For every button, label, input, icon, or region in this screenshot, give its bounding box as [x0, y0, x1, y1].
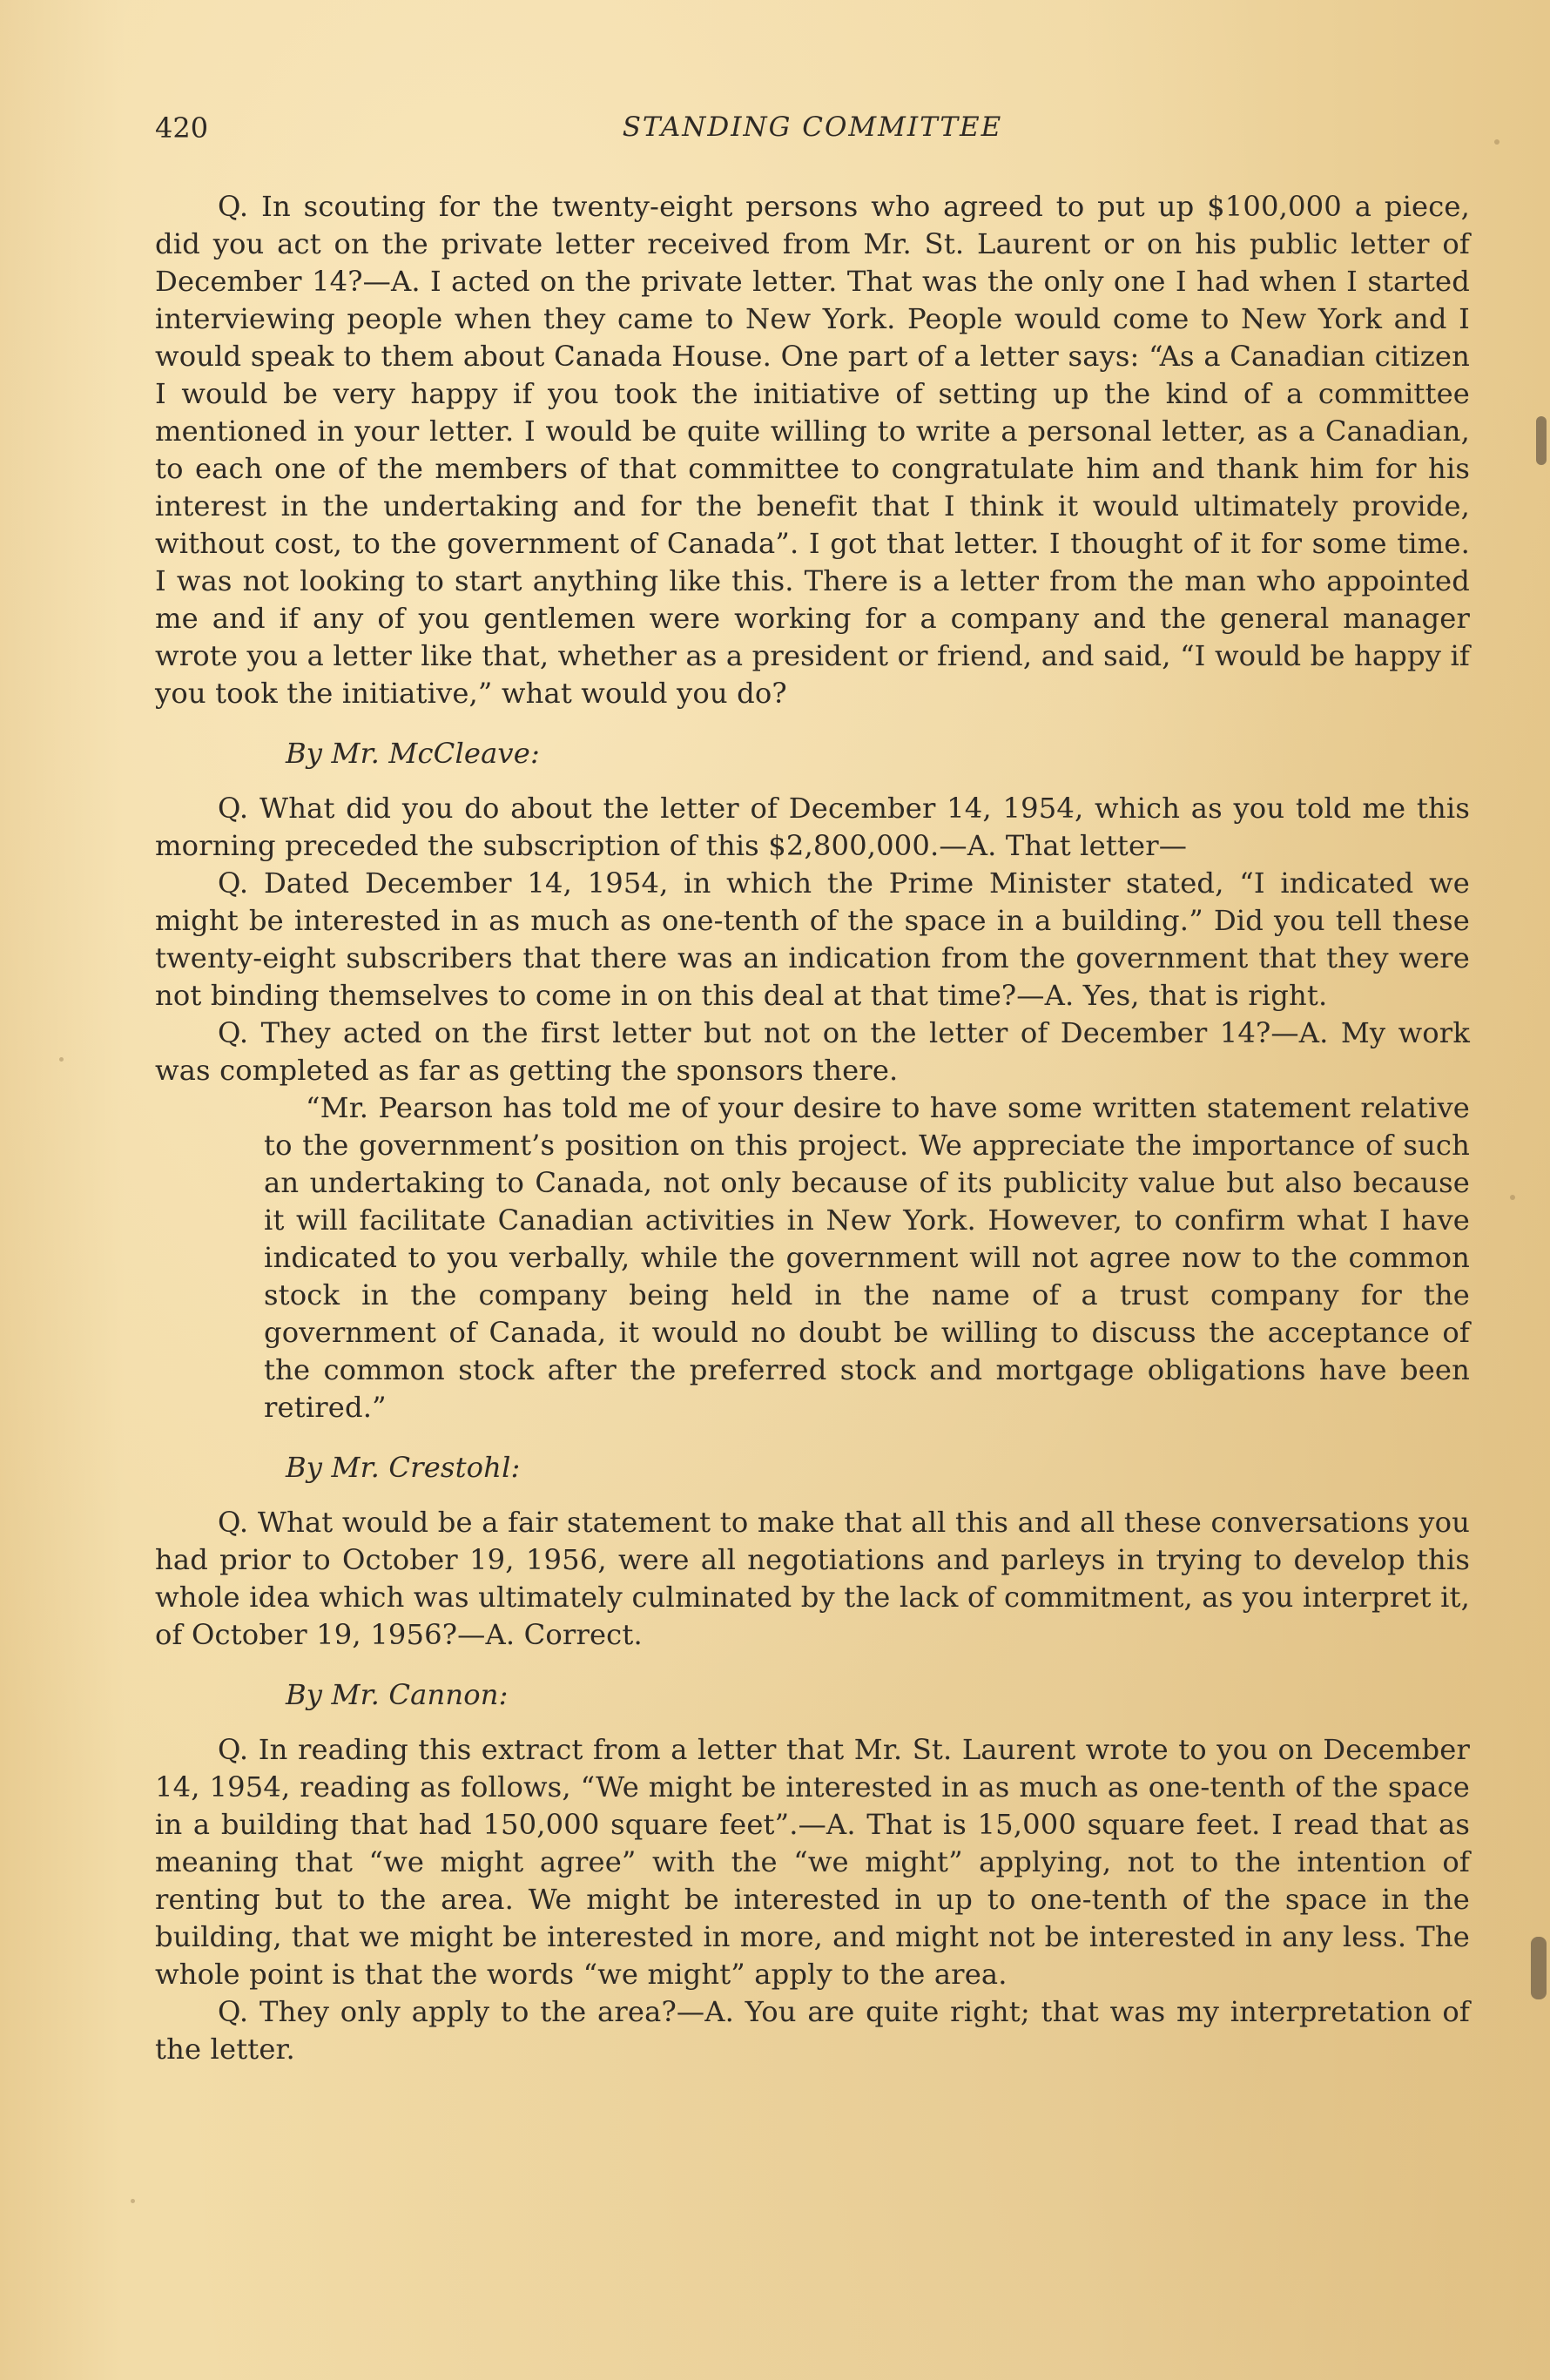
paragraph: Q. What did you do about the letter of December 14, 1954, which as you told me this morning preceded the subscription of this $2,800,000.—A. That letter— [155, 792, 1470, 862]
speaker-byline: By Mr. Cannon: [286, 1678, 509, 1711]
binding-mark [1531, 1937, 1547, 1999]
page-number: 420 [155, 111, 209, 145]
running-head: STANDING COMMITTEE [622, 111, 1003, 143]
quoted-letter: “Mr. Pearson has told me of your desire to have some written statement relative to the government’s position on this project. We appreciate the importance of such an undertaking to Canada, not only because of its publicity value but also because it will facilitate Canadian activities in New York. However, to confirm what I have indicated to you verbally, while the government will not agree now to the common stock in the company being held in the name of a trust company for the government of Canada, it would no doubt be willing to discuss the acceptance of the common stock after the preferred stock and mortgage obligations have been retired.” [264, 1091, 1470, 1424]
paragraph: Q. What would be a fair statement to make that all this and all these conversations you had prior to October 19, 1956, were all negotiations and parleys in trying to develop this whole idea which was ultimately culminated by the lack of commitment, as you interpret it, of October 19, 1956?—A. Correct. [155, 1506, 1470, 1651]
page-header [155, 111, 1470, 150]
paragraph: Q. They only apply to the area?—A. You are quite right; that was my interpretation of the letter. [155, 1995, 1470, 2066]
paragraph: Q. In scouting for the twenty-eight persons who agreed to put up $100,000 a piece, did you act on the private letter received from Mr. St. Laurent or on his public letter of December 14?—A. I acted on the private letter. That was the only one I had when I started interviewing people when they came to New York. People would come to New York and I would speak to them about Canada House. One part of a letter says: “As a Canadian citizen I would be very happy if you took the initiative of setting up the kind of a committee mentioned in your letter. I would be quite willing to write a personal letter, as a Canadian, to each one of the members of that committee to congratulate him and thank him for his interest in the undertaking and for the benefit that I think it would ultimately provide, without cost, to the government of Canada”. I got that letter. I thought of it for some time. I was not looking to start anything like this. There is a letter from the man who appointed me and if any of you gentlemen were working for a company and the general manager wrote you a letter like that, whether as a president or friend, and said, “I would be happy if you took the initiative,” what would you do? [155, 190, 1470, 710]
paragraph: Q. They acted on the first letter but not on the letter of December 14?—A. My work was completed as far as getting the sponsors there. [155, 1016, 1470, 1087]
speaker-byline: By Mr. McCleave: [286, 737, 540, 770]
paragraph: Q. In reading this extract from a letter that Mr. St. Laurent wrote to you on December 14, 1954, reading as follows, “We might be interested in as much as one-tenth of the space in a building that had 150,000 square feet”.—A. That is 15,000 square feet. I read that as meaning that “we might agree” with the “we might” applying, not to the intention of renting but to the area. We might be interested in up to one-tenth of the space in the building, that we might be interested in more, and might not be interested in any less. The whole point is that the words “we might” apply to the area. [155, 1733, 1470, 1991]
paper-speck [1510, 1195, 1515, 1200]
paragraph: Q. Dated December 14, 1954, in which the Prime Minister stated, “I indicated we might be interested in as much as one-tenth of the space in a building.” Did you tell these twenty-eight subscribers that there was an indication from the government that they were not binding themselves to come in on this deal at that time?—A. Yes, that is right. [155, 866, 1470, 1012]
paper-speck [1494, 139, 1499, 145]
paper-speck [59, 1057, 64, 1062]
speaker-byline: By Mr. Crestohl: [286, 1451, 521, 1484]
paper-speck [131, 2199, 135, 2203]
binding-mark [1536, 416, 1547, 465]
body-text [155, 188, 1470, 2068]
paper-speck [987, 1585, 991, 1588]
